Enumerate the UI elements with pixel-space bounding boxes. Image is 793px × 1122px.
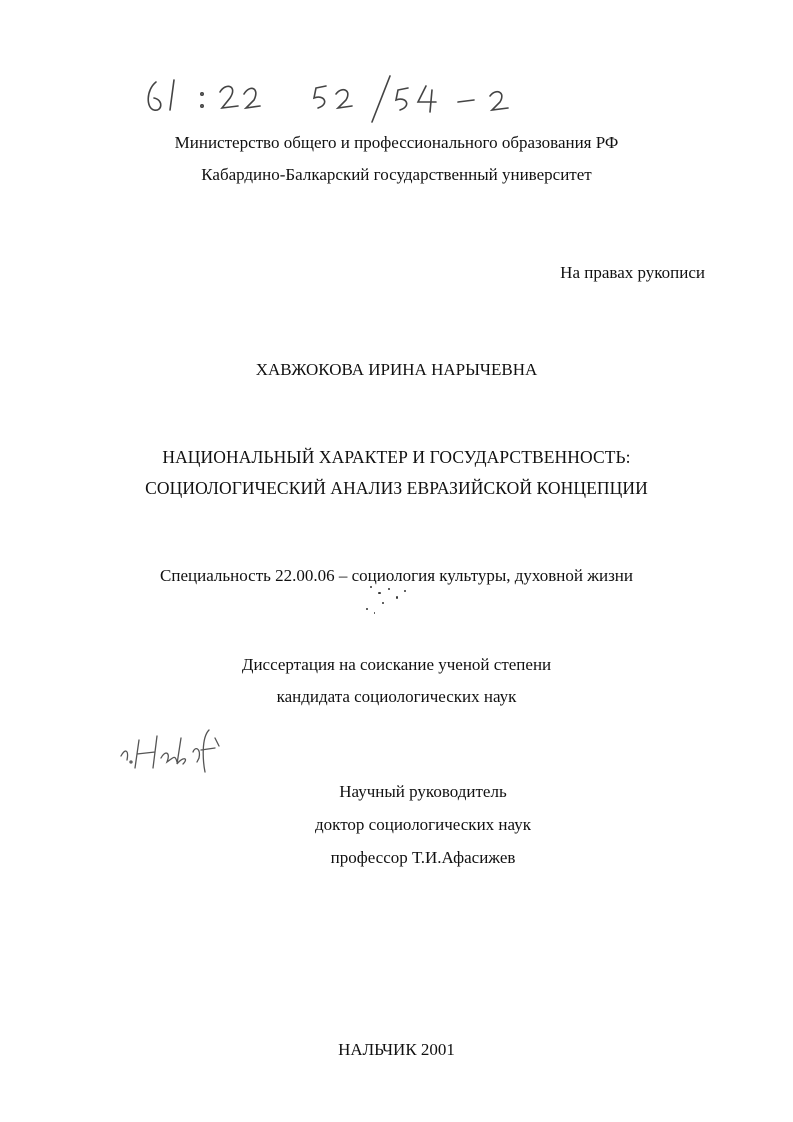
title-line-2: СОЦИОЛОГИЧЕСКИЙ АНАЛИЗ ЕВРАЗИЙСКОЙ КОНЦЕПЦИИ — [145, 478, 648, 498]
dissertation-line-2: кандидата социологических наук — [276, 687, 517, 706]
stamp-speckle — [360, 578, 440, 618]
dissertation-line-1: Диссертация на соискание ученой степени — [241, 655, 552, 674]
author-name: ХАВЖОКОВА ИРИНА НАРЫЧЕВНА — [255, 360, 538, 379]
supervisor-degree: доктор социологических наук — [315, 815, 531, 834]
ministry-line: Министерство общего и профессионального образования РФ — [174, 133, 619, 152]
university-line: Кабардино-Балкарский государственный университет — [201, 165, 592, 184]
title-line-1: НАЦИОНАЛЬНЫЙ ХАРАКТЕР И ГОСУДАРСТВЕННОСТЬ: — [162, 447, 631, 467]
supervisor-label: Научный руководитель — [339, 782, 507, 801]
supervisor-name: профессор Т.И.Афасижев — [330, 848, 516, 867]
specialty-line: Специальность 22.00.06 – социология культуры, духовной жизни — [160, 566, 633, 585]
manuscript-rights: На правах рукописи — [560, 263, 705, 282]
city-year: НАЛЬЧИК 2001 — [338, 1040, 455, 1059]
